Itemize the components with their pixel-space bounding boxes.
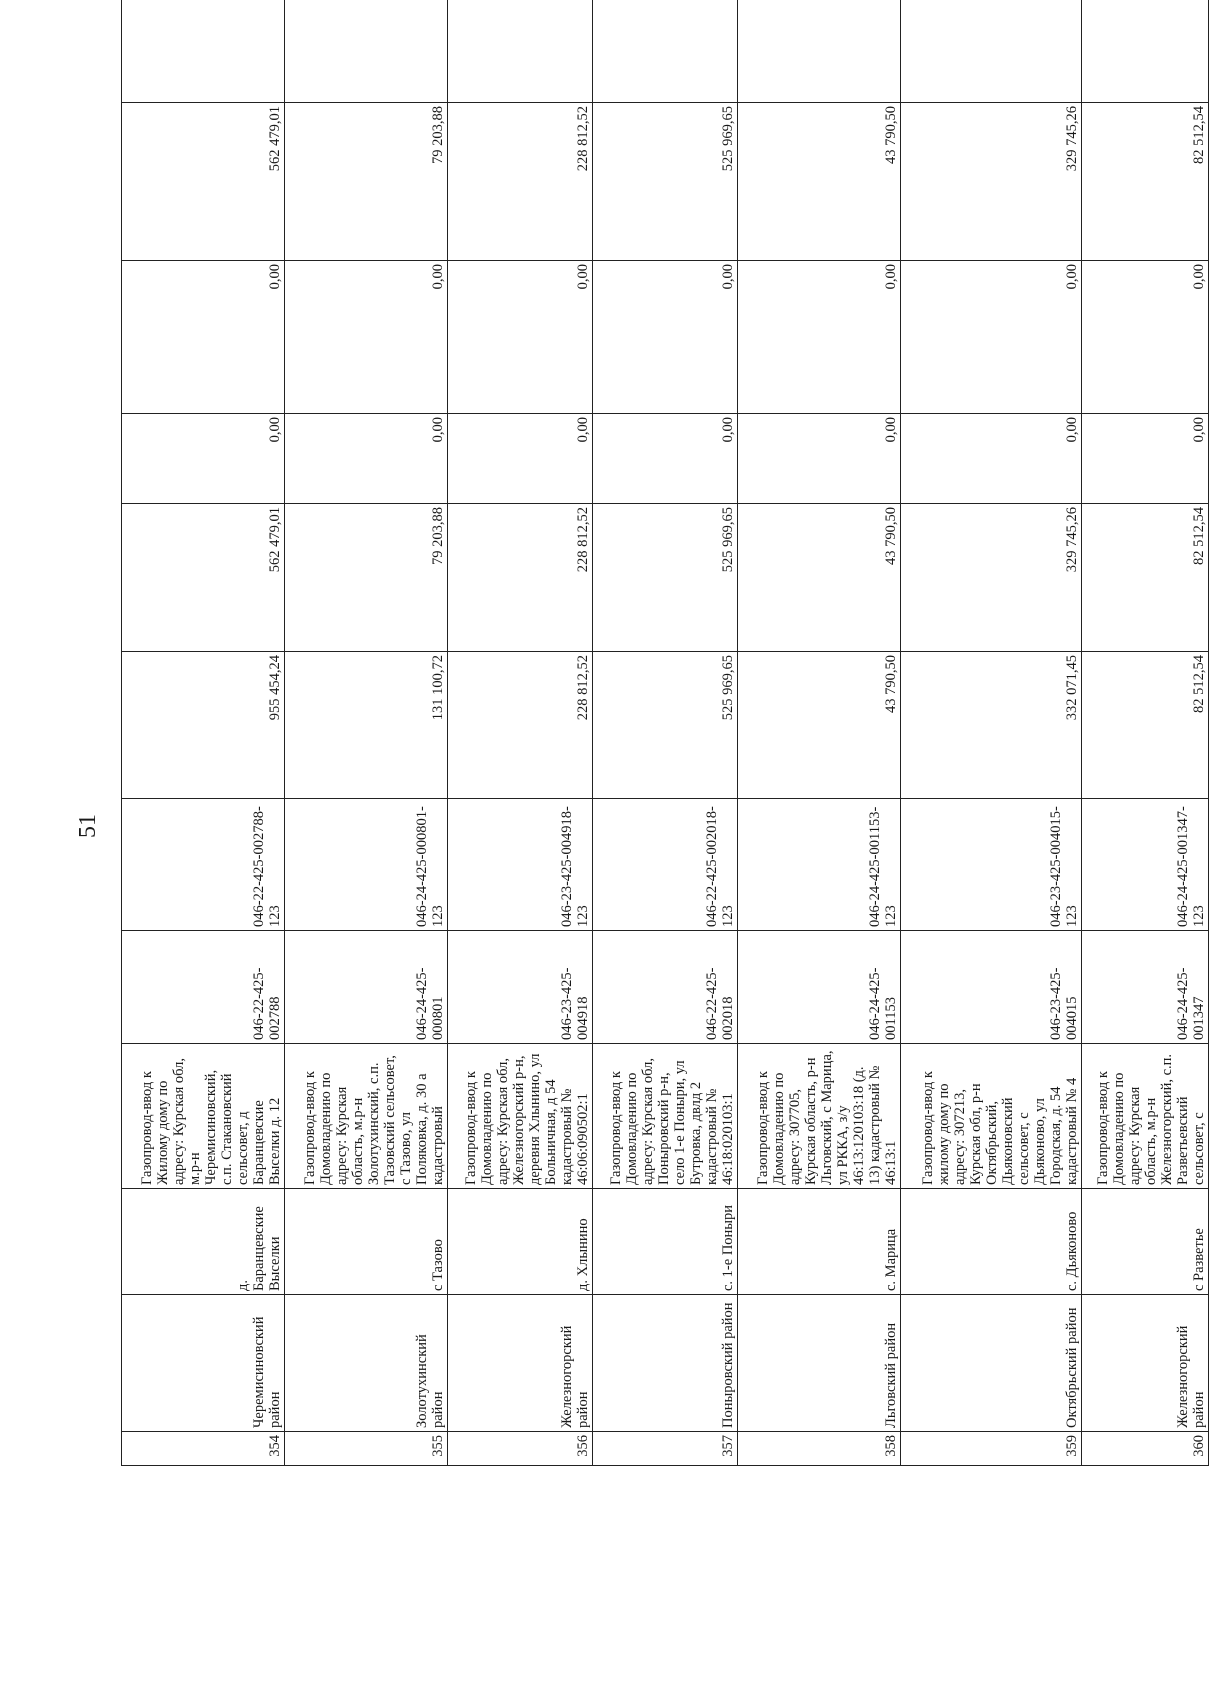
value-cell: 79 203,88 — [284, 103, 447, 261]
row-number: 359 — [900, 1432, 1081, 1466]
district-cell: Поныровский район — [592, 1295, 737, 1432]
value-cell: 0,00 — [1081, 414, 1208, 504]
value-cell: 79 203,88 — [284, 504, 447, 652]
object-description: Газопровод-ввод к Домовладению по адресу: 307705, Курская область, р-н Льговский, с Марица, ул РККА, з/у 46:13:120103:18 (д. 13) кадастровый № 46:13:1 — [738, 1044, 901, 1189]
settlement-cell: с. Дьяконово — [900, 1189, 1081, 1295]
inventory-code: 046-24-425-000801-123 — [284, 799, 447, 931]
row-number: 355 — [284, 1432, 447, 1466]
table-row — [1081, 0, 1208, 1466]
page-number: 51 — [75, 814, 101, 838]
settlement-cell: с Разветье — [1081, 1189, 1208, 1295]
value-cell — [900, 0, 1081, 103]
row-number: 356 — [447, 1432, 592, 1466]
row-number: 354 — [122, 1432, 285, 1466]
value-cell: 0,00 — [447, 414, 592, 504]
value-cell — [122, 0, 285, 103]
value-cell: 0,00 — [592, 261, 737, 414]
value-cell: 0,00 — [1081, 261, 1208, 414]
value-cell — [284, 0, 447, 103]
value-cell: 82 512,54 — [1081, 504, 1208, 652]
value-cell: 228 812,52 — [447, 652, 592, 799]
settlement-cell: с. Марица — [738, 1189, 901, 1295]
value-cell: 562 479,01 — [122, 103, 285, 261]
object-code: 046-23-425-004015 — [900, 931, 1081, 1044]
inventory-code: 046-24-425-001153-123 — [738, 799, 901, 931]
value-cell — [1081, 0, 1208, 103]
object-code: 046-24-425-001153 — [738, 931, 901, 1044]
district-cell: Октябрьский район — [900, 1295, 1081, 1432]
inventory-code: 046-23-425-004015-123 — [900, 799, 1081, 931]
value-cell: 0,00 — [122, 261, 285, 414]
value-cell: 228 812,52 — [447, 103, 592, 261]
value-cell: 43 790,50 — [738, 652, 901, 799]
value-cell: 525 969,65 — [592, 504, 737, 652]
value-cell: 0,00 — [284, 261, 447, 414]
object-description: Газопровод-ввод к Жилому дому по адресу: Курская обл, м.р-н Черемисиновский, с.п. Стакановский сельсовет, д Баранцевские Выселки д. 12 — [122, 1044, 285, 1189]
value-cell: 329 745,26 — [900, 103, 1081, 261]
value-cell: 329 745,26 — [900, 504, 1081, 652]
table-row — [284, 0, 447, 1466]
value-cell — [592, 0, 737, 103]
table-row — [447, 0, 592, 1466]
value-cell: 332 071,45 — [900, 652, 1081, 799]
object-description: Газопровод-ввод к Домовладению по адресу: Курская обл, Железногорский р-н, деревня Хлынино, ул Больничная, д 54 кадастровый № 46:06:090502:1 — [447, 1044, 592, 1189]
table-row — [738, 0, 901, 1466]
inventory-code: 046-22-425-002018-123 — [592, 799, 737, 931]
value-cell: 0,00 — [447, 261, 592, 414]
settlement-cell: д. Хлынино — [447, 1189, 592, 1295]
district-cell: Железногорский район — [447, 1295, 592, 1432]
row-number: 360 — [1081, 1432, 1208, 1466]
row-number: 358 — [738, 1432, 901, 1466]
object-description: Газопровод-ввод к жилому дому по адресу: 307213, Курская обл, р-н Октябрьский, Дьяконовский сельсовет, с Дьяконово, ул Городская, д. 54 кадастровый № 4 — [900, 1044, 1081, 1189]
table-row — [592, 0, 737, 1466]
value-cell: 562 479,01 — [122, 504, 285, 652]
district-cell: Железногорский район — [1081, 1295, 1208, 1432]
district-cell: Золотухинский район — [284, 1295, 447, 1432]
settlement-cell: с. 1-е Поныри — [592, 1189, 737, 1295]
inventory-code: 046-24-425-001347-123 — [1081, 799, 1208, 931]
value-cell: 43 790,50 — [738, 504, 901, 652]
value-cell: 82 512,54 — [1081, 652, 1208, 799]
value-cell: 525 969,65 — [592, 103, 737, 261]
value-cell: 0,00 — [592, 414, 737, 504]
object-code: 046-24-425-000801 — [284, 931, 447, 1044]
value-cell: 0,00 — [738, 414, 901, 504]
object-code: 046-23-425-004918 — [447, 931, 592, 1044]
inventory-code: 046-22-425-002788-123 — [122, 799, 285, 931]
value-cell — [738, 0, 901, 103]
value-cell: 43 790,50 — [738, 103, 901, 261]
value-cell: 0,00 — [122, 414, 285, 504]
district-cell: Льговский район — [738, 1295, 901, 1432]
table-row — [122, 0, 285, 1466]
value-cell: 228 812,52 — [447, 504, 592, 652]
value-cell: 525 969,65 — [592, 652, 737, 799]
object-code: 046-22-425-002018 — [592, 931, 737, 1044]
object-description: Газопровод-ввод к Домовладению по адресу: Курская область, м.р-н Золотухинский, с.п. Тазовский сельсовет, с Тазово, ул Поляковка, д. 30 а кадастровый — [284, 1044, 447, 1189]
table-row — [900, 0, 1081, 1466]
value-cell: 0,00 — [738, 261, 901, 414]
value-cell: 131 100,72 — [284, 652, 447, 799]
settlement-cell: д. Баранцевские Выселки — [122, 1189, 285, 1295]
object-description: Газопровод-ввод к Домовладению по адресу: Курская область, м.р-н Железногорский, с.п. Разветьевский сельсовет, с — [1081, 1044, 1208, 1189]
inventory-code: 046-23-425-004918-123 — [447, 799, 592, 931]
value-cell: 0,00 — [900, 261, 1081, 414]
object-code: 046-22-425-002788 — [122, 931, 285, 1044]
value-cell: 0,00 — [284, 414, 447, 504]
object-description: Газопровод-ввод к Домовладению по адресу: Курская обл, Поныровский р-н, село 1-е Поныри, ул Бутровка, двлд 2 кадастровый № 46:18:020103:1 — [592, 1044, 737, 1189]
district-cell: Черемисиновский район — [122, 1295, 285, 1432]
value-cell: 955 454,24 — [122, 652, 285, 799]
value-cell: 82 512,54 — [1081, 103, 1208, 261]
value-cell — [447, 0, 592, 103]
data-table — [121, 0, 1209, 1466]
object-code: 046-24-425-001347 — [1081, 931, 1208, 1044]
rotated-table-wrapper — [121, 53, 1209, 1466]
settlement-cell: с Тазово — [284, 1189, 447, 1295]
row-number: 357 — [592, 1432, 737, 1466]
value-cell: 0,00 — [900, 414, 1081, 504]
